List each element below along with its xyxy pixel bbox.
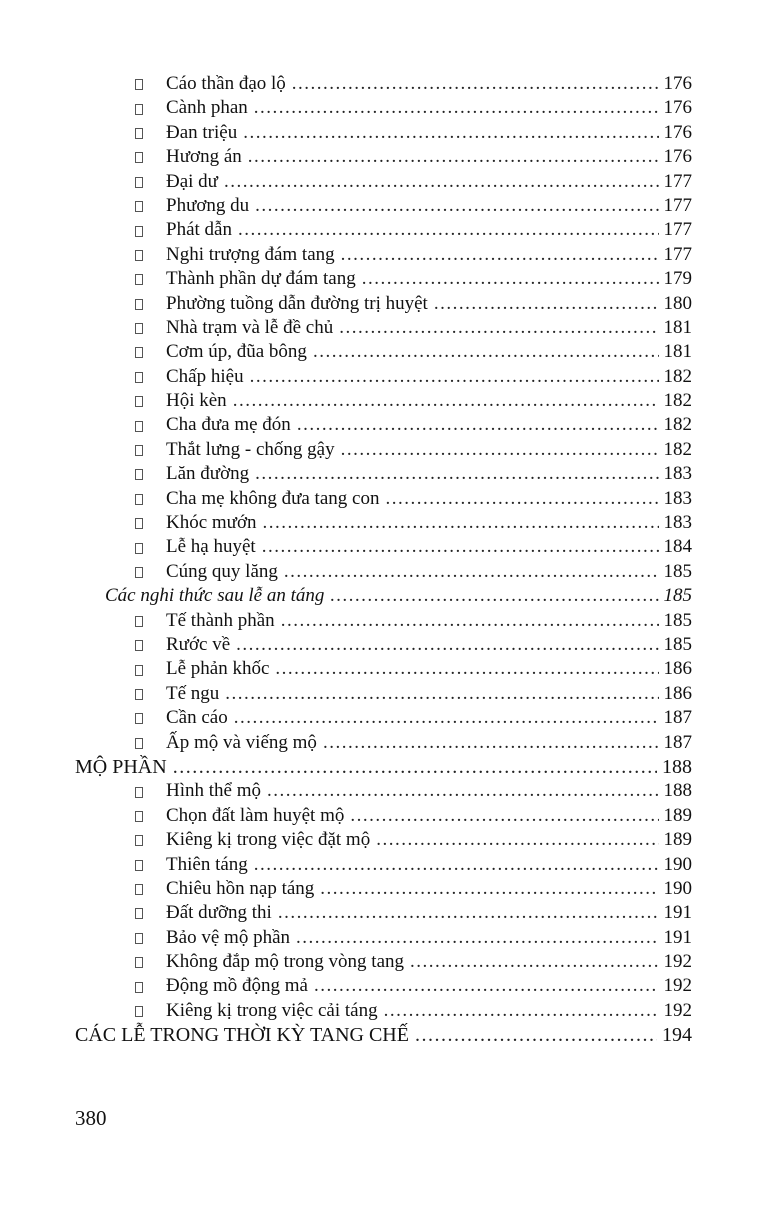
dot-leader (236, 633, 658, 657)
toc-entry-page: 181 (663, 341, 692, 363)
toc-entry-label: Ấp mộ và viếng mộ (166, 731, 317, 753)
toc-entry-label: Nghi trượng đám tang (166, 243, 335, 265)
toc-item-row[interactable] (75, 731, 692, 755)
toc-item-row[interactable] (75, 72, 692, 96)
toc-entry-page: 194 (662, 1024, 692, 1047)
toc-entry-label: Cha mẹ không đưa tang con (166, 487, 380, 509)
toc-entry-page: 189 (663, 804, 692, 826)
toc-entry-label: Thắt lưng - chống gậy (166, 438, 335, 460)
dot-leader (284, 560, 659, 584)
toc-entry-label: Lễ phản khốc (166, 658, 270, 680)
dot-leader (225, 682, 658, 706)
toc-entry-label: Phát dẫn (166, 219, 232, 241)
dot-leader (234, 706, 659, 730)
toc-entry-label: Lăn đường (166, 463, 250, 485)
square-bullet-icon (135, 689, 143, 700)
dot-leader (224, 170, 659, 194)
toc-entry-label: Rước về (166, 633, 231, 655)
toc-entry-page: 181 (663, 316, 692, 338)
toc-item-row[interactable] (75, 96, 692, 120)
dot-leader (384, 999, 659, 1023)
dot-leader (362, 267, 659, 291)
toc-entry-page: 187 (663, 731, 692, 753)
toc-item-row[interactable] (75, 657, 692, 681)
toc-entry-page: 176 (663, 73, 692, 94)
toc-entry-page: 183 (663, 487, 692, 509)
dot-leader (341, 438, 659, 462)
toc-entry-page: 183 (663, 512, 692, 534)
toc-entry-label: Chọn đất làm huyệt mộ (166, 804, 345, 826)
square-bullet-icon (135, 469, 143, 480)
dot-leader (410, 950, 658, 974)
toc-item-row[interactable] (75, 413, 692, 437)
toc-entry-label: Cần cáo (166, 707, 228, 729)
toc-entry-label: Kiêng kị trong việc cải táng (166, 999, 378, 1021)
square-bullet-icon (135, 982, 143, 993)
square-bullet-icon (135, 811, 143, 822)
toc-entry-page: 177 (663, 194, 692, 216)
toc-entry-page: 183 (663, 463, 692, 485)
toc-entry-label: Cha đưa mẹ đón (166, 414, 291, 436)
square-bullet-icon (135, 226, 143, 237)
square-bullet-icon (135, 1006, 143, 1017)
toc-entry-label: Các nghi thức sau lễ an táng (105, 585, 325, 607)
toc-entry-page: 190 (663, 877, 692, 899)
dot-leader (292, 72, 659, 96)
square-bullet-icon (135, 494, 143, 505)
toc-item-row[interactable] (75, 560, 692, 584)
square-bullet-icon (135, 250, 143, 261)
dot-leader (243, 121, 658, 145)
square-bullet-icon (135, 201, 143, 212)
toc-item-row[interactable] (75, 340, 692, 364)
toc-item-row[interactable] (75, 511, 692, 535)
square-bullet-icon (135, 908, 143, 919)
toc-entry-page: 188 (663, 780, 692, 802)
toc-item-row[interactable] (75, 901, 692, 925)
toc-entry-label: Không đắp mộ trong vòng tang (166, 951, 405, 973)
toc-entry-label: Hình thể mộ (166, 780, 261, 802)
toc-entry-page: 179 (663, 268, 692, 290)
toc-entry-page: 176 (663, 97, 692, 119)
toc-entry-label: MỘ PHẦN (75, 755, 167, 778)
toc-item-row[interactable] (75, 121, 692, 145)
square-bullet-icon (135, 860, 143, 871)
dot-leader (434, 292, 659, 316)
toc-item-row[interactable] (75, 438, 692, 462)
toc-entry-page: 177 (663, 219, 692, 241)
toc-entry-page: 176 (663, 121, 692, 143)
toc-chapter-row[interactable] (75, 1023, 692, 1047)
dot-leader (254, 853, 659, 877)
toc-entry-page: 182 (663, 365, 692, 387)
square-bullet-icon (135, 152, 143, 163)
square-bullet-icon (135, 421, 143, 432)
toc-chapter-row[interactable] (75, 755, 692, 779)
dot-leader (350, 804, 658, 828)
toc-item-row[interactable] (75, 365, 692, 389)
toc-item-row[interactable] (75, 877, 692, 901)
toc-item-row[interactable] (75, 779, 692, 803)
toc-entry-label: Hội kèn (166, 390, 227, 412)
square-bullet-icon (135, 323, 143, 334)
dot-leader (248, 145, 659, 169)
dot-leader (255, 462, 658, 486)
toc-entry-page: 186 (663, 658, 692, 680)
toc-entry-label: Cúng quy lăng (166, 560, 278, 582)
toc-item-row[interactable] (75, 974, 692, 998)
toc-section-row[interactable] (75, 584, 692, 608)
toc-item-row[interactable] (75, 487, 692, 511)
toc-entry-label: Cơm úp, đũa bông (166, 341, 307, 363)
toc-entry-label: Thiên táng (166, 853, 248, 875)
dot-leader (297, 413, 659, 437)
toc-entry-page: 190 (663, 853, 692, 875)
toc-entry-page: 185 (663, 585, 692, 607)
toc-item-row[interactable] (75, 633, 692, 657)
square-bullet-icon (135, 274, 143, 285)
dot-leader (330, 584, 658, 608)
toc-item-row[interactable] (75, 267, 692, 291)
square-bullet-icon (135, 372, 143, 383)
toc-entry-page: 185 (663, 633, 692, 655)
dot-leader (313, 340, 659, 364)
toc-entry-page: 186 (663, 682, 692, 704)
toc-item-row[interactable] (75, 170, 692, 194)
toc-entry-label: Nhà trạm và lễ đề chủ (166, 316, 334, 338)
dot-leader (263, 511, 659, 535)
toc-entry-page: 177 (663, 170, 692, 192)
toc-entry-page: 184 (663, 536, 692, 558)
dot-leader (233, 389, 659, 413)
toc-entry-label: Hương án (166, 146, 242, 168)
square-bullet-icon (135, 543, 143, 554)
toc-entry-label: Tế thành phần (166, 609, 275, 631)
toc-item-row[interactable] (75, 535, 692, 559)
toc-item-row[interactable] (75, 243, 692, 267)
dot-leader (320, 877, 658, 901)
square-bullet-icon (135, 787, 143, 798)
square-bullet-icon (135, 616, 143, 627)
dot-leader (296, 926, 658, 950)
toc-entry-page: 180 (663, 292, 692, 314)
toc-entry-label: Chiêu hồn nạp táng (166, 877, 315, 899)
square-bullet-icon (135, 177, 143, 188)
toc-entry-label: Đất dưỡng thi (166, 902, 272, 924)
dot-leader (341, 243, 659, 267)
toc-entry-page: 176 (663, 146, 692, 168)
dot-leader (314, 974, 659, 998)
square-bullet-icon (135, 518, 143, 529)
toc-list (75, 72, 692, 1048)
dot-leader (281, 609, 659, 633)
toc-entry-label: Thành phần dự đám tang (166, 268, 356, 290)
toc-entry-page: 182 (663, 390, 692, 412)
toc-entry-label: Bảo vệ mộ phần (166, 926, 291, 948)
dot-leader (278, 901, 659, 925)
toc-entry-label: Phường tuồng dẫn đường trị huyệt (166, 292, 428, 314)
square-bullet-icon (135, 884, 143, 895)
toc-entry-page: 192 (663, 951, 692, 973)
dot-leader (238, 218, 659, 242)
toc-item-row[interactable] (75, 145, 692, 169)
square-bullet-icon (135, 299, 143, 310)
square-bullet-icon (135, 128, 143, 139)
dot-leader (323, 731, 659, 755)
square-bullet-icon (135, 738, 143, 749)
toc-entry-page: 187 (663, 707, 692, 729)
toc-item-row[interactable] (75, 999, 692, 1023)
toc-entry-label: Khóc mướn (166, 512, 257, 534)
dot-leader (339, 316, 658, 340)
toc-entry-page: 191 (663, 902, 692, 924)
toc-entry-label: Chấp hiệu (166, 365, 244, 387)
dot-leader (275, 657, 658, 681)
toc-item-row[interactable] (75, 950, 692, 974)
square-bullet-icon (135, 79, 143, 90)
dot-leader (255, 194, 658, 218)
toc-item-row[interactable] (75, 706, 692, 730)
dot-leader (254, 96, 659, 120)
toc-entry-page: 185 (663, 609, 692, 631)
square-bullet-icon (135, 396, 143, 407)
square-bullet-icon (135, 347, 143, 358)
toc-entry-page: 177 (663, 243, 692, 265)
dot-leader (267, 779, 659, 803)
square-bullet-icon (135, 933, 143, 944)
toc-item-row[interactable] (75, 682, 692, 706)
dot-leader (262, 535, 659, 559)
toc-entry-page: 188 (662, 755, 692, 778)
toc-item-row[interactable] (75, 194, 692, 218)
toc-entry-page: 182 (663, 438, 692, 460)
toc-entry-label: CÁC LỄ TRONG THỜI KỲ TANG CHẾ (75, 1024, 409, 1047)
square-bullet-icon (135, 713, 143, 724)
toc-entry-label: Cành phan (166, 97, 248, 119)
toc-entry-label: Tế ngu (166, 682, 220, 704)
square-bullet-icon (135, 835, 143, 846)
toc-entry-label: Đan triệu (166, 121, 238, 143)
square-bullet-icon (135, 104, 143, 115)
toc-entry-label: Động mồ động mả (166, 975, 308, 997)
toc-entry-page: 191 (663, 926, 692, 948)
toc-entry-page: 192 (663, 975, 692, 997)
square-bullet-icon (135, 957, 143, 968)
toc-item-row[interactable] (75, 926, 692, 950)
toc-entry-label: Lễ hạ huyệt (166, 536, 256, 558)
toc-entry-page: 189 (663, 829, 692, 851)
dot-leader (376, 828, 658, 852)
toc-entry-label: Cáo thần đạo lộ (166, 73, 286, 94)
toc-entry-page: 185 (663, 560, 692, 582)
toc-entry-page: 182 (663, 414, 692, 436)
toc-item-row[interactable] (75, 389, 692, 413)
toc-item-row[interactable] (75, 828, 692, 852)
square-bullet-icon (135, 567, 143, 578)
square-bullet-icon (135, 665, 143, 676)
dot-leader (415, 1023, 657, 1047)
dot-leader (173, 755, 657, 779)
toc-item-row[interactable] (75, 609, 692, 633)
toc-entry-label: Phương du (166, 194, 250, 216)
square-bullet-icon (135, 445, 143, 456)
dot-leader (250, 365, 659, 389)
dot-leader (385, 487, 658, 511)
toc-entry-page: 192 (663, 999, 692, 1021)
toc-item-row[interactable] (75, 462, 692, 486)
toc-entry-label: Đại dư (166, 170, 218, 192)
toc-entry-label: Kiêng kị trong việc đặt mộ (166, 829, 371, 851)
toc-item-row[interactable] (75, 218, 692, 242)
toc-item-row[interactable] (75, 804, 692, 828)
page-number: 380 (75, 1106, 107, 1130)
toc-item-row[interactable] (75, 853, 692, 877)
toc-item-row[interactable] (75, 316, 692, 340)
toc-item-row[interactable] (75, 292, 692, 316)
square-bullet-icon (135, 640, 143, 651)
